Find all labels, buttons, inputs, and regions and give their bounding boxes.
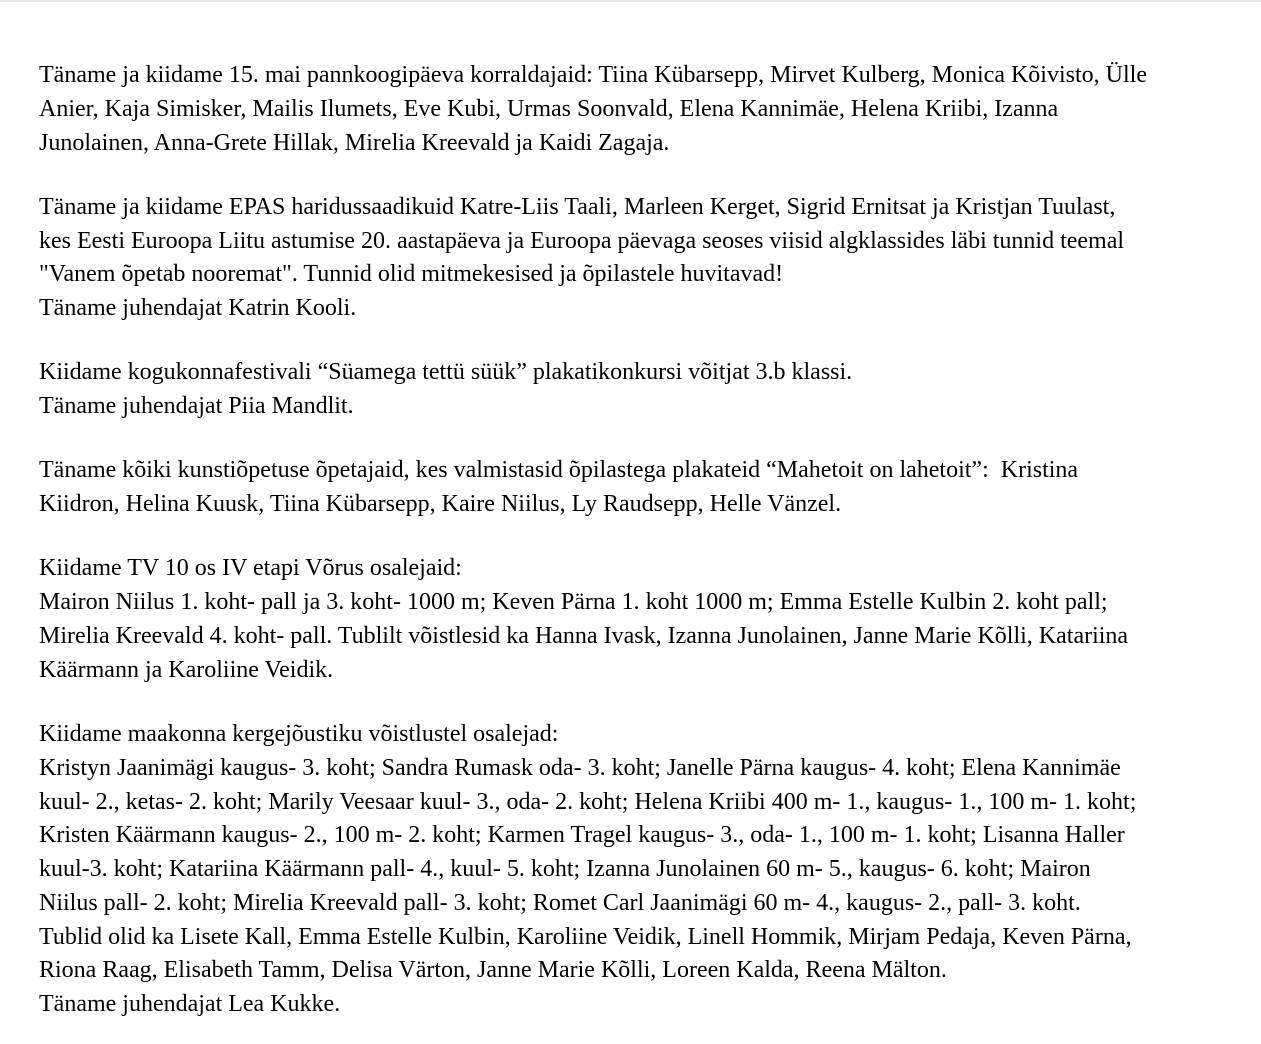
top-divider bbox=[0, 0, 1261, 2]
paragraph-art-teachers bbox=[39, 454, 1239, 522]
text-line: Junolainen, Anna-Grete Hillak, Mirelia Kreevald ja Kaidi Zagaja. bbox=[39, 129, 670, 156]
document-body bbox=[39, 59, 1239, 1022]
text-line: Täname kõiki kunstiõpetuse õpetajaid, kes valmistasid õpilastega plakateid “Mahetoit on lahetoit”: Kristina bbox=[39, 457, 1079, 484]
text-line: Täname juhendajat Lea Kukke. bbox=[39, 991, 341, 1018]
text-line: Täname ja kiidame EPAS haridussaadikuid Katre-Liis Taali, Marleen Kerget, Sigrid Ernitsat ja Kristjan Tuulast, bbox=[39, 193, 1116, 220]
text-line: Tublid olid ka Lisete Kall, Emma Estelle Kulbin, Karoliine Veidik, Linell Hommik, Mirjam Pedaja, Keven Pärna, bbox=[39, 923, 1132, 950]
text-line: kuul- 2., ketas- 2. koht; Marily Veesaar kuul- 3., oda- 2. koht; Helena Kriibi 400 m- 1., kaugus- 1., 100 m- 1. koht; bbox=[39, 788, 1137, 815]
text-line: Mairon Niilus 1. koht- pall ja 3. koht- 1000 m; Keven Pärna 1. koht 1000 m; Emma Estelle Kulbin 2. koht pall; bbox=[39, 589, 1108, 616]
text-line: Anier, Kaja Simisker, Mailis Ilumets, Eve Kubi, Urmas Soonvald, Elena Kannimäe, Helena Kriibi, Izanna bbox=[39, 95, 1059, 122]
text-line: Käärmann ja Karoliine Veidik. bbox=[39, 656, 334, 683]
paragraph-athletics-competition bbox=[39, 718, 1239, 1022]
text-line: Täname juhendajat Piia Mandlit. bbox=[39, 393, 354, 420]
text-line: Riona Raag, Elisabeth Tamm, Delisa Värton, Janne Marie Kõlli, Loreen Kalda, Reena Mälton. bbox=[39, 957, 947, 984]
text-line: kes Eesti Euroopa Liitu astumise 20. aastapäeva ja Euroopa päevaga seoses viisid algklassides läbi tunnid teemal bbox=[39, 227, 1125, 254]
paragraph-epas-ambassadors bbox=[39, 191, 1239, 326]
paragraph-pancake-day-thanks bbox=[39, 59, 1239, 160]
text-line: kuul-3. koht; Katariina Käärmann pall- 4., kuul- 5. koht; Izanna Junolainen 60 m- 5., kaugus- 6. koht; Mairon bbox=[39, 856, 1091, 883]
text-line: Kiidron, Helina Kuusk, Tiina Kübarsepp, Kaire Niilus, Ly Raudsepp, Helle Vänzel. bbox=[39, 491, 842, 518]
text-line: Täname ja kiidame 15. mai pannkoogipäeva korraldajaid: Tiina Kübarsepp, Mirvet Kulberg, Monica Kõivisto, Ülle bbox=[39, 62, 1147, 88]
text-line: Kiidame kogukonnafestivali “Süamega tettü süük” plakatikonkursi võitjat 3.b klassi. bbox=[39, 359, 853, 386]
text-line: Kiidame maakonna kergejõustiku võistlustel osalejad: bbox=[39, 720, 559, 747]
paragraph-tv10-competition bbox=[39, 552, 1239, 687]
text-line: Täname juhendajat Katrin Kooli. bbox=[39, 295, 357, 322]
text-line: Kristyn Jaanimägi kaugus- 3. koht; Sandra Rumask oda- 3. koht; Janelle Pärna kaugus- 4. koht; Elena Kannimäe bbox=[39, 754, 1121, 781]
text-line: Mirelia Kreevald 4. koht- pall. Tublilt võistlesid ka Hanna Ivask, Izanna Junolainen, Janne Marie Kõlli, Katariina bbox=[39, 622, 1129, 649]
text-line: "Vanem õpetab nooremat". Tunnid olid mitmekesised ja õpilastele huvitavad! bbox=[39, 261, 784, 288]
text-line: Kiidame TV 10 os IV etapi Võrus osalejaid: bbox=[39, 555, 462, 582]
paragraph-poster-contest bbox=[39, 356, 1239, 424]
text-line: Kristen Käärmann kaugus- 2., 100 m- 2. koht; Karmen Tragel kaugus- 3., oda- 1., 100 m- 1. koht; Lisanna Haller bbox=[39, 822, 1125, 849]
text-line: Niilus pall- 2. koht; Mirelia Kreevald pall- 3. koht; Romet Carl Jaanimägi 60 m- 4., kaugus- 2., pall- 3. koht. bbox=[39, 889, 1081, 916]
